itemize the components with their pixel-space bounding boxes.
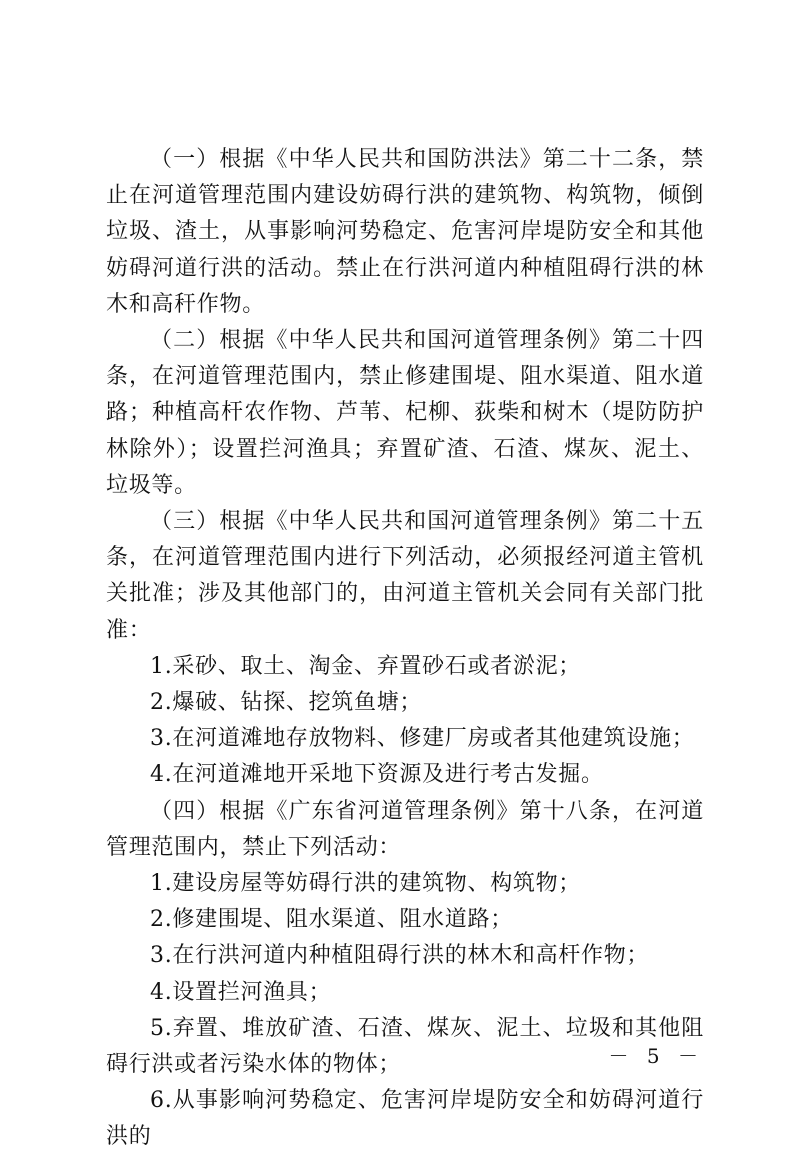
list-item: 5.弃置、堆放矿渣、石渣、煤灰、泥土、垃圾和其他阻碍行洪或者污染水体的物体； [106, 1015, 704, 1078]
paragraph-article-1: （一）根据《中华人民共和国防洪法》第二十二条，禁止在河道管理范围内建设妨碍行洪的建筑物、构筑物，倾倒垃圾、渣土，从事影响河势稳定、危害河岸堤防安全和其他妨碍河道行洪的活动。禁止在行洪河道内种植阻碍行洪的林木和高秆作物。 [106, 147, 704, 317]
list-item: 1.采砂、取土、淘金、弃置砂石或者淤泥； [150, 653, 581, 679]
paragraph-article-2: （二）根据《中华人民共和国河道管理条例》第二十四条，在河道管理范围内，禁止修建围堤、阻水渠道、阻水道路；种植高杆农作物、芦苇、杞柳、荻柴和树木（堤防防护林除外）；设置拦河渔具；弃置矿渣、石渣、煤灰、泥土、垃圾等。 [106, 328, 704, 498]
list-item: 3.在河道滩地存放物料、修建厂房或者其他建筑设施； [150, 726, 695, 752]
list-item: 2.爆破、钻探、挖筑鱼塘； [150, 690, 423, 716]
list-item: 4.在河道滩地开采地下资源及进行考古发掘。 [150, 762, 604, 788]
paragraph-article-4: （四）根据《广东省河道管理条例》第十八条，在河道管理范围内，禁止下列活动： [106, 798, 704, 860]
list-item: 1.建设房屋等妨碍行洪的建筑物、构筑物； [150, 871, 581, 897]
paragraph-article-3: （三）根据《中华人民共和国河道管理条例》第二十五条，在河道管理范围内进行下列活动，必须报经河道主管机关批准；涉及其他部门的，由河道主管机关会同有关部门批准： [106, 509, 704, 643]
list-item: 4.设置拦河渔具； [150, 979, 332, 1005]
page-number: － 5 － [608, 1044, 704, 1068]
list-item: 6.从事影响河势稳定、危害河岸堤防安全和妨碍河道行洪的 [106, 1088, 704, 1150]
list-item: 3.在行洪河道内种植阻碍行洪的林木和高杆作物； [150, 943, 650, 969]
document-body [106, 142, 704, 1156]
list-item: 2.修建围堤、阻水渠道、阻水道路； [150, 907, 513, 933]
